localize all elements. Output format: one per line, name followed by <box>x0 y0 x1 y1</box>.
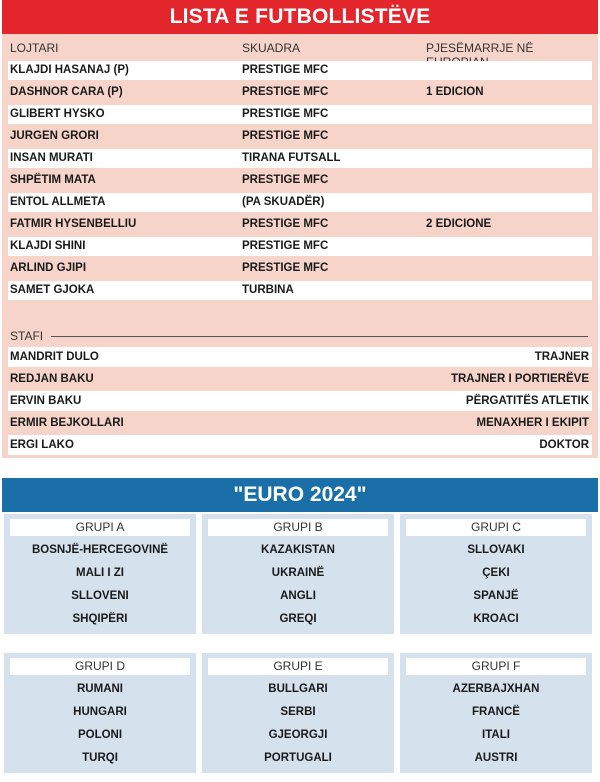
player-row <box>8 83 592 102</box>
group-team: ÇEKI <box>482 567 510 579</box>
group-team: POLONI <box>77 729 123 741</box>
player-name: INSAN MURATI <box>10 152 93 164</box>
player-team: PRESTIGE MFC <box>242 240 329 252</box>
staff-row <box>8 413 592 433</box>
player-europe: 2 EDICIONE <box>426 218 492 230</box>
player-team: (PA SKUADËR) <box>242 196 325 208</box>
header-player: LOJTARI <box>10 41 59 55</box>
group-name: GRUPI F <box>406 658 586 675</box>
player-name: JURGEN GRORI <box>10 130 99 142</box>
group-card <box>4 653 196 773</box>
group-team: ITALI <box>482 729 510 741</box>
staff-row <box>8 347 592 367</box>
group-team: GJEORGJI <box>268 729 328 741</box>
group-name: GRUPI A <box>10 519 190 536</box>
group-card <box>4 514 196 634</box>
group-team: TURQI <box>82 752 118 764</box>
group-card <box>400 653 592 773</box>
staff-name: MANDRIT DULO <box>10 351 99 363</box>
player-row <box>8 215 592 234</box>
staff-role: TRAJNER I PORTIERËVE <box>450 373 589 385</box>
staff-name: ERMIR BEJKOLLARI <box>10 417 124 429</box>
player-row <box>8 193 592 212</box>
euro-panel-title: "EURO 2024" <box>2 478 598 512</box>
player-team: PRESTIGE MFC <box>242 86 329 98</box>
group-team: SERBI <box>280 706 316 718</box>
players-table-header <box>8 39 592 57</box>
group-name: GRUPI B <box>208 519 388 536</box>
players-panel-title: LISTA E FUTBOLLISTËVE <box>2 0 598 34</box>
staff-role: DOKTOR <box>539 439 589 451</box>
player-row <box>8 281 592 300</box>
group-team: HUNGARI <box>73 706 127 718</box>
group-team: ANGLI <box>280 590 316 602</box>
player-team: PRESTIGE MFC <box>242 64 329 76</box>
group-team: PORTUGALI <box>264 752 332 764</box>
player-row <box>8 171 592 190</box>
player-team: PRESTIGE MFC <box>242 108 329 120</box>
group-team: SLLOVENI <box>71 590 129 602</box>
staff-section-label <box>10 327 588 343</box>
staff-divider <box>40 336 588 337</box>
player-row <box>8 149 592 168</box>
staff-row <box>8 391 592 411</box>
staff-label-text: STAFI <box>10 329 51 343</box>
euro-panel <box>2 478 598 778</box>
group-team: AUSTRI <box>474 752 518 764</box>
staff-name: REDJAN BAKU <box>10 373 94 385</box>
staff-row <box>8 435 592 455</box>
group-team: SHQIPËRI <box>72 613 128 625</box>
player-europe: 1 EDICION <box>426 86 484 98</box>
player-row <box>8 127 592 146</box>
group-name: GRUPI E <box>208 658 388 675</box>
player-team: TIRANA FUTSALL <box>242 152 341 164</box>
staff-role: PËRGATITËS ATLETIK <box>465 395 589 407</box>
header-europe: PJESËMARRJE NË <box>426 41 534 55</box>
group-team: MALI I ZI <box>76 567 124 579</box>
player-row <box>8 237 592 256</box>
player-name: ENTOL ALLMETA <box>10 196 106 208</box>
group-card <box>202 653 394 773</box>
group-card <box>202 514 394 634</box>
player-name: SAMET GJOKA <box>10 284 95 296</box>
player-team: PRESTIGE MFC <box>242 174 329 186</box>
player-name: ARLIND GJIPI <box>10 262 87 274</box>
group-team: BULLGARI <box>268 683 328 695</box>
players-panel <box>2 0 598 458</box>
player-name: SHPËTIM MATA <box>10 174 96 186</box>
player-name: GLIBERT HYSKO <box>10 108 105 120</box>
group-team: SLLOVAKI <box>467 544 525 556</box>
group-team: AZERBAJXHAN <box>452 683 540 695</box>
player-name: KLAJDI HASANAJ (P) <box>10 64 129 76</box>
group-team: FRANCË <box>472 706 520 718</box>
group-team: UKRAINË <box>271 567 325 579</box>
player-row <box>8 259 592 278</box>
player-row <box>8 61 592 80</box>
player-name: FATMIR HYSENBELLIU <box>10 218 137 230</box>
group-name: GRUPI D <box>10 658 190 675</box>
player-row <box>8 105 592 124</box>
player-name: KLAJDI SHINI <box>10 240 86 252</box>
player-team: TURBINA <box>242 284 294 296</box>
player-team: PRESTIGE MFC <box>242 130 329 142</box>
player-name: DASHNOR CARA (P) <box>10 86 123 98</box>
group-team: BOSNJË-HERCEGOVINË <box>31 544 169 556</box>
group-team: RUMANI <box>77 683 123 695</box>
player-team: PRESTIGE MFC <box>242 218 329 230</box>
staff-row <box>8 369 592 389</box>
staff-name: ERVIN BAKU <box>10 395 82 407</box>
header-team: SKUADRA <box>242 41 301 55</box>
group-name: GRUPI C <box>406 519 586 536</box>
player-team: PRESTIGE MFC <box>242 262 329 274</box>
staff-role: MENAXHER I EKIPIT <box>476 417 589 429</box>
group-card <box>400 514 592 634</box>
staff-role: TRAJNER <box>534 351 589 363</box>
group-team: GREQI <box>279 613 317 625</box>
group-team: KROACI <box>473 613 519 625</box>
staff-name: ERGI LAKO <box>10 439 74 451</box>
group-team: SPANJË <box>473 590 519 602</box>
group-team: KAZAKISTAN <box>261 544 335 556</box>
